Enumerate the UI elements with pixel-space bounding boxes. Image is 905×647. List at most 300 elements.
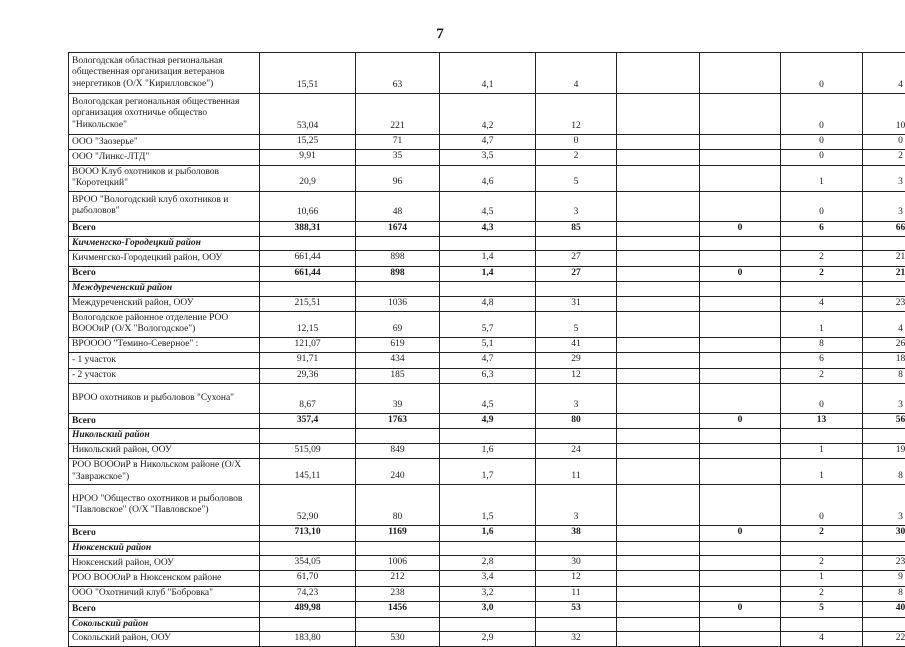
value-cell: 0 <box>700 266 781 281</box>
table-row <box>69 384 905 414</box>
value-cell: 23 <box>863 556 905 571</box>
value-cell: 41 <box>536 337 617 352</box>
value-cell <box>700 165 781 191</box>
empty-cell <box>617 251 700 266</box>
value-cell: 1 <box>781 165 863 191</box>
value-cell <box>536 236 617 250</box>
value-cell: 31 <box>536 296 617 311</box>
value-cell: 96 <box>356 165 440 191</box>
value-cell: 1169 <box>356 526 440 541</box>
value-cell: 3 <box>863 191 905 221</box>
value-cell <box>356 541 440 555</box>
value-cell: 19 <box>863 443 905 458</box>
table-row <box>69 296 905 311</box>
value-cell: 12 <box>536 571 617 586</box>
table-row <box>69 311 905 337</box>
value-cell: 20,9 <box>260 165 356 191</box>
value-cell <box>700 631 781 646</box>
value-cell <box>700 282 781 296</box>
value-cell <box>356 236 440 250</box>
value-cell: 5 <box>536 165 617 191</box>
value-cell: 1006 <box>356 556 440 571</box>
value-cell <box>863 429 905 443</box>
row-name-cell: Вологодская региональная общественная организация охотничье общество "Никольское" <box>69 94 260 135</box>
value-cell: 1,6 <box>440 526 536 541</box>
row-name-cell: Вологодское районное отделение РОО ВОООиР (О/Х "Вологодское") <box>69 311 260 337</box>
table-row <box>69 353 905 368</box>
value-cell <box>440 236 536 250</box>
empty-cell <box>617 353 700 368</box>
value-cell: 1,6 <box>440 443 536 458</box>
empty-cell <box>617 602 700 617</box>
table-row <box>69 150 905 165</box>
row-name-cell: ВРОО "Вологодский клуб охотников и рыболовов" <box>69 191 260 221</box>
value-cell: 713,10 <box>260 526 356 541</box>
empty-cell <box>617 165 700 191</box>
empty-cell <box>617 221 700 236</box>
value-cell: 26 <box>863 337 905 352</box>
value-cell <box>356 429 440 443</box>
value-cell: 1 <box>781 459 863 485</box>
value-cell: 849 <box>356 443 440 458</box>
row-name-cell: Никольский район, ООУ <box>69 443 260 458</box>
value-cell: 1674 <box>356 221 440 236</box>
value-cell: 30 <box>536 556 617 571</box>
row-name-cell: Вологодская областная региональная общественная организация ветеранов энергетиков (О/Х "Кирилловское") <box>69 53 260 94</box>
empty-cell <box>617 414 700 429</box>
value-cell: 8 <box>781 337 863 352</box>
value-cell <box>356 617 440 631</box>
value-cell <box>700 150 781 165</box>
empty-cell <box>617 541 700 555</box>
value-cell: 489,98 <box>260 602 356 617</box>
value-cell: 4,1 <box>440 53 536 94</box>
value-cell: 9 <box>863 571 905 586</box>
value-cell: 4,2 <box>440 94 536 135</box>
value-cell: 5 <box>781 602 863 617</box>
table-row <box>69 251 905 266</box>
value-cell: 4 <box>863 311 905 337</box>
value-cell: 6,3 <box>440 368 536 383</box>
value-cell <box>700 571 781 586</box>
value-cell <box>700 337 781 352</box>
value-cell: 515,09 <box>260 443 356 458</box>
row-name-cell: Всего <box>69 221 260 236</box>
value-cell <box>781 541 863 555</box>
value-cell: 29 <box>536 353 617 368</box>
value-cell <box>700 443 781 458</box>
value-cell: 56 <box>863 414 905 429</box>
value-cell <box>260 541 356 555</box>
table-row <box>69 53 905 94</box>
value-cell: 10,66 <box>260 191 356 221</box>
district-header-row <box>69 617 905 631</box>
value-cell: 1456 <box>356 602 440 617</box>
row-name-cell: Всего <box>69 266 260 281</box>
value-cell: 238 <box>356 586 440 601</box>
value-cell: 388,31 <box>260 221 356 236</box>
value-cell: 38 <box>536 526 617 541</box>
value-cell: 4,5 <box>440 191 536 221</box>
value-cell: 2,9 <box>440 631 536 646</box>
value-cell: 0 <box>781 135 863 150</box>
value-cell <box>356 282 440 296</box>
value-cell: 4,7 <box>440 135 536 150</box>
value-cell: 39 <box>356 384 440 414</box>
row-name-cell: ВРОООО "Темино-Северное" : <box>69 337 260 352</box>
empty-cell <box>617 266 700 281</box>
value-cell: 66 <box>863 221 905 236</box>
value-cell: 48 <box>356 191 440 221</box>
value-cell: 898 <box>356 251 440 266</box>
value-cell <box>700 251 781 266</box>
value-cell: 18 <box>863 353 905 368</box>
row-name-cell: РОО ВОООиР в Никольском районе (О/Х "Завражское") <box>69 459 260 485</box>
value-cell: 2,8 <box>440 556 536 571</box>
table-row <box>69 165 905 191</box>
empty-cell <box>617 429 700 443</box>
value-cell: 8,67 <box>260 384 356 414</box>
value-cell: 9,91 <box>260 150 356 165</box>
empty-cell <box>617 282 700 296</box>
table-row <box>69 94 905 135</box>
table-row <box>69 368 905 383</box>
value-cell: 3,0 <box>440 602 536 617</box>
value-cell: 69 <box>356 311 440 337</box>
row-name-cell: ООО "Охотничий клуб "Бобровка" <box>69 586 260 601</box>
value-cell: 1,7 <box>440 459 536 485</box>
value-cell: 5,7 <box>440 311 536 337</box>
value-cell: 3,5 <box>440 150 536 165</box>
value-cell: 61,70 <box>260 571 356 586</box>
table-body <box>69 53 905 647</box>
value-cell: 2 <box>781 368 863 383</box>
empty-cell <box>617 459 700 485</box>
value-cell: 434 <box>356 353 440 368</box>
row-name-cell: Междуреченский район <box>69 282 260 296</box>
empty-cell <box>617 296 700 311</box>
value-cell: 357,4 <box>260 414 356 429</box>
value-cell <box>440 541 536 555</box>
value-cell: 619 <box>356 337 440 352</box>
value-cell <box>781 282 863 296</box>
value-cell: 354,05 <box>260 556 356 571</box>
value-cell: 0 <box>700 526 781 541</box>
value-cell: 71 <box>356 135 440 150</box>
value-cell: 80 <box>536 414 617 429</box>
value-cell: 1 <box>781 311 863 337</box>
value-cell: 4,9 <box>440 414 536 429</box>
value-cell: 1763 <box>356 414 440 429</box>
value-cell: 27 <box>536 251 617 266</box>
value-cell: 80 <box>356 485 440 526</box>
value-cell: 2 <box>781 586 863 601</box>
value-cell: 4,7 <box>440 353 536 368</box>
row-name-cell: Всего <box>69 526 260 541</box>
empty-cell <box>617 311 700 337</box>
value-cell <box>863 236 905 250</box>
value-cell: 4 <box>781 296 863 311</box>
empty-cell <box>617 368 700 383</box>
value-cell: 4,3 <box>440 221 536 236</box>
row-name-cell: Сокольский район <box>69 617 260 631</box>
value-cell: 32 <box>536 631 617 646</box>
row-name-cell: Междуреченский район, ООУ <box>69 296 260 311</box>
total-row <box>69 414 905 429</box>
value-cell: 3 <box>863 485 905 526</box>
value-cell <box>700 368 781 383</box>
value-cell: 15,25 <box>260 135 356 150</box>
value-cell: 0 <box>700 221 781 236</box>
value-cell: 63 <box>356 53 440 94</box>
value-cell: 212 <box>356 571 440 586</box>
value-cell: 91,71 <box>260 353 356 368</box>
value-cell <box>440 617 536 631</box>
empty-cell <box>617 53 700 94</box>
value-cell: 0 <box>700 414 781 429</box>
value-cell <box>863 282 905 296</box>
empty-cell <box>617 631 700 646</box>
value-cell: 74,23 <box>260 586 356 601</box>
value-cell: 0 <box>863 135 905 150</box>
value-cell <box>700 353 781 368</box>
value-cell <box>440 429 536 443</box>
value-cell: 1,4 <box>440 251 536 266</box>
empty-cell <box>617 485 700 526</box>
value-cell: 2 <box>781 556 863 571</box>
value-cell: 2 <box>781 251 863 266</box>
value-cell <box>536 617 617 631</box>
value-cell: 3 <box>536 191 617 221</box>
page-number: 7 <box>0 26 880 43</box>
value-cell <box>536 282 617 296</box>
empty-cell <box>617 384 700 414</box>
empty-cell <box>617 556 700 571</box>
value-cell: 22 <box>863 631 905 646</box>
value-cell: 5,1 <box>440 337 536 352</box>
row-name-cell: ВРОО охотников и рыболовов "Сухона" <box>69 384 260 414</box>
value-cell: 1,4 <box>440 266 536 281</box>
table-row <box>69 571 905 586</box>
value-cell: 29,36 <box>260 368 356 383</box>
district-header-row <box>69 429 905 443</box>
row-name-cell: Всего <box>69 414 260 429</box>
value-cell: 53,04 <box>260 94 356 135</box>
value-cell: 221 <box>356 94 440 135</box>
value-cell: 121,07 <box>260 337 356 352</box>
value-cell: 6 <box>781 353 863 368</box>
empty-cell <box>617 586 700 601</box>
row-name-cell: Кичменгско-Городецкий район, ООУ <box>69 251 260 266</box>
value-cell: 21 <box>863 266 905 281</box>
row-name-cell: Нюксенский район <box>69 541 260 555</box>
value-cell: 8 <box>863 368 905 383</box>
table-row <box>69 485 905 526</box>
value-cell: 8 <box>863 459 905 485</box>
value-cell: 2 <box>863 150 905 165</box>
table-row <box>69 586 905 601</box>
value-cell: 2 <box>536 150 617 165</box>
value-cell: 10 <box>863 94 905 135</box>
empty-cell <box>617 236 700 250</box>
value-cell: 5 <box>536 311 617 337</box>
value-cell: 3,2 <box>440 586 536 601</box>
value-cell <box>863 541 905 555</box>
value-cell: 0 <box>781 150 863 165</box>
value-cell <box>700 53 781 94</box>
value-cell: 3 <box>863 384 905 414</box>
value-cell: 3,4 <box>440 571 536 586</box>
value-cell <box>260 617 356 631</box>
value-cell <box>700 94 781 135</box>
value-cell: 4,6 <box>440 165 536 191</box>
value-cell <box>260 429 356 443</box>
value-cell: 4,8 <box>440 296 536 311</box>
value-cell <box>863 617 905 631</box>
value-cell <box>700 485 781 526</box>
value-cell <box>260 282 356 296</box>
value-cell <box>536 429 617 443</box>
value-cell <box>700 384 781 414</box>
empty-cell <box>617 571 700 586</box>
value-cell: 661,44 <box>260 251 356 266</box>
value-cell: 12,15 <box>260 311 356 337</box>
row-name-cell: Сокольский район, ООУ <box>69 631 260 646</box>
table-row <box>69 135 905 150</box>
value-cell: 145,11 <box>260 459 356 485</box>
row-name-cell: РОО ВОООиР в Нюксенском районе <box>69 571 260 586</box>
value-cell: 12 <box>536 94 617 135</box>
value-cell: 6 <box>781 221 863 236</box>
value-cell: 0 <box>781 485 863 526</box>
value-cell <box>700 236 781 250</box>
value-cell <box>700 191 781 221</box>
value-cell <box>440 282 536 296</box>
table-row <box>69 443 905 458</box>
value-cell: 0 <box>781 384 863 414</box>
value-cell: 8 <box>863 586 905 601</box>
value-cell: 215,51 <box>260 296 356 311</box>
empty-cell <box>617 526 700 541</box>
value-cell: 4 <box>536 53 617 94</box>
value-cell <box>260 236 356 250</box>
value-cell: 0 <box>700 602 781 617</box>
row-name-cell: Никольский район <box>69 429 260 443</box>
row-name-cell: Нюксенский район, ООУ <box>69 556 260 571</box>
value-cell <box>536 541 617 555</box>
value-cell: 2 <box>781 266 863 281</box>
value-cell: 11 <box>536 459 617 485</box>
value-cell: 0 <box>781 53 863 94</box>
row-name-cell: ООО "Линкс-ЛТД" <box>69 150 260 165</box>
value-cell: 4,5 <box>440 384 536 414</box>
value-cell: 3 <box>863 165 905 191</box>
empty-cell <box>617 443 700 458</box>
empty-cell <box>617 150 700 165</box>
value-cell <box>700 296 781 311</box>
district-header-row <box>69 282 905 296</box>
value-cell: 53 <box>536 602 617 617</box>
value-cell <box>781 236 863 250</box>
hunting-statistics-table <box>68 52 905 647</box>
row-name-cell: НРОО "Общество охотников и рыболовов "Павловское" (О/Х "Павловское") <box>69 485 260 526</box>
value-cell: 661,44 <box>260 266 356 281</box>
value-cell: 40 <box>863 602 905 617</box>
value-cell <box>700 429 781 443</box>
value-cell: 13 <box>781 414 863 429</box>
value-cell <box>700 135 781 150</box>
empty-cell <box>617 135 700 150</box>
value-cell: 12 <box>536 368 617 383</box>
table-row <box>69 459 905 485</box>
value-cell: 23 <box>863 296 905 311</box>
row-name-cell: ООО "Заозерье" <box>69 135 260 150</box>
value-cell <box>700 586 781 601</box>
value-cell: 15,51 <box>260 53 356 94</box>
value-cell: 1036 <box>356 296 440 311</box>
table-row <box>69 556 905 571</box>
value-cell: 1,5 <box>440 485 536 526</box>
value-cell: 27 <box>536 266 617 281</box>
district-header-row <box>69 236 905 250</box>
value-cell: 1 <box>781 443 863 458</box>
value-cell: 21 <box>863 251 905 266</box>
value-cell <box>700 541 781 555</box>
empty-cell <box>617 337 700 352</box>
value-cell <box>700 311 781 337</box>
value-cell: 35 <box>356 150 440 165</box>
row-name-cell: - 1 участок <box>69 353 260 368</box>
value-cell: 85 <box>536 221 617 236</box>
value-cell: 2 <box>781 526 863 541</box>
row-name-cell: Всего <box>69 602 260 617</box>
value-cell: 3 <box>536 384 617 414</box>
value-cell: 4 <box>781 631 863 646</box>
total-row <box>69 221 905 236</box>
value-cell <box>700 617 781 631</box>
value-cell: 0 <box>536 135 617 150</box>
value-cell: 4 <box>863 53 905 94</box>
empty-cell <box>617 617 700 631</box>
value-cell: 30 <box>863 526 905 541</box>
value-cell: 11 <box>536 586 617 601</box>
value-cell: 0 <box>781 191 863 221</box>
total-row <box>69 526 905 541</box>
empty-cell <box>617 94 700 135</box>
district-header-row <box>69 541 905 555</box>
empty-cell <box>617 191 700 221</box>
value-cell: 3 <box>536 485 617 526</box>
row-name-cell: - 2 участок <box>69 368 260 383</box>
value-cell: 240 <box>356 459 440 485</box>
table-row <box>69 631 905 646</box>
value-cell: 898 <box>356 266 440 281</box>
value-cell: 185 <box>356 368 440 383</box>
table-row <box>69 337 905 352</box>
value-cell: 1 <box>781 571 863 586</box>
total-row <box>69 602 905 617</box>
row-name-cell: Кичменгско-Городецкий район <box>69 236 260 250</box>
value-cell <box>700 459 781 485</box>
value-cell: 52,90 <box>260 485 356 526</box>
value-cell: 24 <box>536 443 617 458</box>
table-row <box>69 191 905 221</box>
value-cell <box>781 429 863 443</box>
value-cell <box>781 617 863 631</box>
value-cell: 530 <box>356 631 440 646</box>
value-cell: 0 <box>781 94 863 135</box>
value-cell <box>700 556 781 571</box>
